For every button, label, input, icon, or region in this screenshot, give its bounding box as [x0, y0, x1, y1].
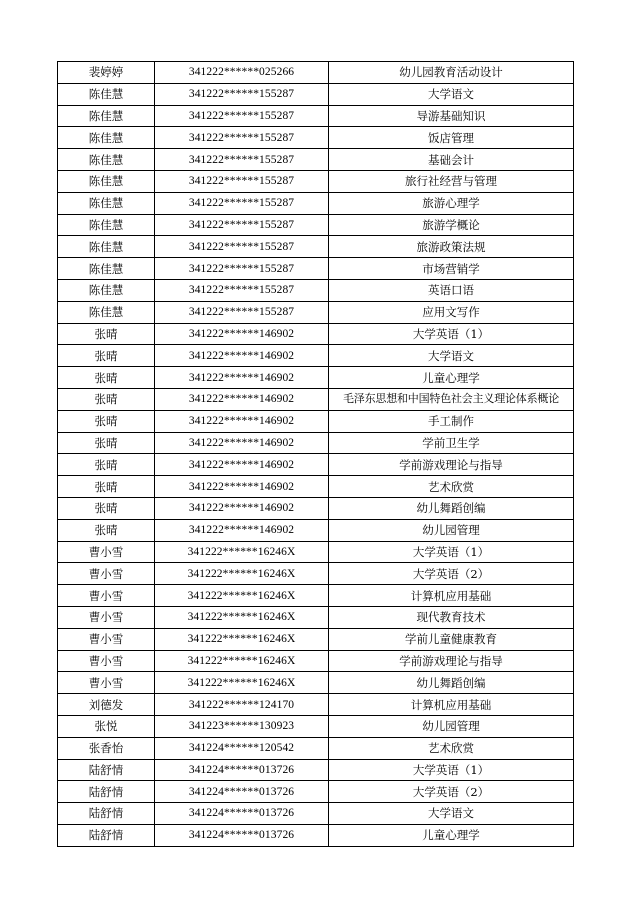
- student-name-cell: 陈佳慧: [58, 105, 155, 127]
- student-name-cell: 张晴: [58, 497, 155, 519]
- id-number-cell: 341224******013726: [155, 759, 329, 781]
- id-number-cell: 341222******155287: [155, 301, 329, 323]
- id-number-cell: 341222******025266: [155, 62, 329, 84]
- id-number-cell: 341223******130923: [155, 715, 329, 737]
- course-name-cell: 基础会计: [329, 149, 574, 171]
- course-name-cell: 旅游学概论: [329, 214, 574, 236]
- course-name-cell: 幼儿园管理: [329, 715, 574, 737]
- id-number-cell: 341224******013726: [155, 781, 329, 803]
- course-name-cell: 计算机应用基础: [329, 694, 574, 716]
- id-number-cell: 341222******146902: [155, 454, 329, 476]
- table-row: [58, 323, 574, 345]
- table-row: [58, 192, 574, 214]
- id-number-cell: 341222******155287: [155, 236, 329, 258]
- course-name-cell: 幼儿园教育活动设计: [329, 62, 574, 84]
- id-number-cell: 341224******013726: [155, 824, 329, 846]
- table-row: [58, 541, 574, 563]
- course-name-cell: 大学英语（1）: [329, 541, 574, 563]
- student-name-cell: 陈佳慧: [58, 170, 155, 192]
- id-number-cell: 341224******120542: [155, 737, 329, 759]
- course-name-cell: 幼儿园管理: [329, 519, 574, 541]
- id-number-cell: 341222******16246X: [155, 585, 329, 607]
- course-name-cell: 大学英语（2）: [329, 781, 574, 803]
- course-name-cell: 应用文写作: [329, 301, 574, 323]
- student-name-cell: 曹小雪: [58, 563, 155, 585]
- table-row: [58, 563, 574, 585]
- table-row: [58, 127, 574, 149]
- id-number-cell: 341222******155287: [155, 214, 329, 236]
- student-name-cell: 刘德发: [58, 694, 155, 716]
- course-name-cell: 大学英语（1）: [329, 323, 574, 345]
- table-row: [58, 301, 574, 323]
- id-number-cell: 341222******155287: [155, 83, 329, 105]
- course-name-cell: 英语口语: [329, 279, 574, 301]
- id-number-cell: 341222******146902: [155, 323, 329, 345]
- course-name-cell: 大学英语（1）: [329, 759, 574, 781]
- table-row: [58, 585, 574, 607]
- id-number-cell: 341222******155287: [155, 127, 329, 149]
- student-name-cell: 张晴: [58, 323, 155, 345]
- table-row: [58, 824, 574, 846]
- course-name-cell: 旅游政策法规: [329, 236, 574, 258]
- id-number-cell: 341222******155287: [155, 192, 329, 214]
- table-row: [58, 345, 574, 367]
- student-name-cell: 陈佳慧: [58, 258, 155, 280]
- id-number-cell: 341222******155287: [155, 105, 329, 127]
- roster-table: [57, 61, 574, 847]
- id-number-cell: 341224******013726: [155, 803, 329, 825]
- table-row: [58, 497, 574, 519]
- student-name-cell: 张晴: [58, 388, 155, 410]
- student-name-cell: 张悦: [58, 715, 155, 737]
- student-name-cell: 曹小雪: [58, 672, 155, 694]
- table-row: [58, 279, 574, 301]
- table-row: [58, 410, 574, 432]
- id-number-cell: 341222******155287: [155, 170, 329, 192]
- course-name-cell: 旅行社经营与管理: [329, 170, 574, 192]
- course-name-cell: 市场营销学: [329, 258, 574, 280]
- id-number-cell: 341222******155287: [155, 279, 329, 301]
- student-name-cell: 陈佳慧: [58, 214, 155, 236]
- student-name-cell: 张香怡: [58, 737, 155, 759]
- table-row: [58, 149, 574, 171]
- course-name-cell: 毛泽东思想和中国特色社会主义理论体系概论: [329, 388, 574, 410]
- table-row: [58, 367, 574, 389]
- student-name-cell: 陈佳慧: [58, 236, 155, 258]
- course-name-cell: 学前卫生学: [329, 432, 574, 454]
- course-name-cell: 大学语文: [329, 803, 574, 825]
- table-row: [58, 628, 574, 650]
- id-number-cell: 341222******16246X: [155, 606, 329, 628]
- table-row: [58, 214, 574, 236]
- id-number-cell: 341222******16246X: [155, 541, 329, 563]
- student-name-cell: 张晴: [58, 454, 155, 476]
- table-row: [58, 388, 574, 410]
- course-name-cell: 计算机应用基础: [329, 585, 574, 607]
- table-row: [58, 519, 574, 541]
- student-name-cell: 陈佳慧: [58, 127, 155, 149]
- student-name-cell: 陆舒情: [58, 803, 155, 825]
- student-name-cell: 曹小雪: [58, 541, 155, 563]
- course-name-cell: 大学英语（2）: [329, 563, 574, 585]
- course-name-cell: 旅游心理学: [329, 192, 574, 214]
- id-number-cell: 341222******146902: [155, 388, 329, 410]
- course-name-cell: 大学语文: [329, 345, 574, 367]
- id-number-cell: 341222******146902: [155, 345, 329, 367]
- student-name-cell: 张晴: [58, 476, 155, 498]
- course-name-cell: 儿童心理学: [329, 367, 574, 389]
- id-number-cell: 341222******146902: [155, 519, 329, 541]
- course-name-cell: 现代教育技术: [329, 606, 574, 628]
- id-number-cell: 341222******146902: [155, 432, 329, 454]
- course-name-cell: 学前游戏理论与指导: [329, 650, 574, 672]
- table-row: [58, 781, 574, 803]
- table-row: [58, 672, 574, 694]
- course-name-cell: 饭店管理: [329, 127, 574, 149]
- student-name-cell: 曹小雪: [58, 585, 155, 607]
- student-name-cell: 张晴: [58, 367, 155, 389]
- id-number-cell: 341222******146902: [155, 497, 329, 519]
- id-number-cell: 341222******146902: [155, 410, 329, 432]
- course-name-cell: 艺术欣赏: [329, 476, 574, 498]
- student-name-cell: 陆舒情: [58, 824, 155, 846]
- student-name-cell: 陈佳慧: [58, 149, 155, 171]
- table-row: [58, 258, 574, 280]
- table-row: [58, 62, 574, 84]
- table-row: [58, 236, 574, 258]
- student-name-cell: 曹小雪: [58, 606, 155, 628]
- table-row: [58, 715, 574, 737]
- roster-body: [58, 62, 574, 847]
- table-row: [58, 803, 574, 825]
- table-row: [58, 694, 574, 716]
- id-number-cell: 341222******146902: [155, 367, 329, 389]
- course-name-cell: 儿童心理学: [329, 824, 574, 846]
- student-name-cell: 陈佳慧: [58, 83, 155, 105]
- id-number-cell: 341222******155287: [155, 258, 329, 280]
- course-name-cell: 艺术欣赏: [329, 737, 574, 759]
- student-name-cell: 陆舒情: [58, 781, 155, 803]
- student-name-cell: 裴婷婷: [58, 62, 155, 84]
- course-name-cell: 幼儿舞蹈创编: [329, 672, 574, 694]
- id-number-cell: 341222******16246X: [155, 672, 329, 694]
- course-name-cell: 大学语文: [329, 83, 574, 105]
- student-name-cell: 张晴: [58, 519, 155, 541]
- table-row: [58, 476, 574, 498]
- id-number-cell: 341222******124170: [155, 694, 329, 716]
- id-number-cell: 341222******16246X: [155, 563, 329, 585]
- id-number-cell: 341222******16246X: [155, 650, 329, 672]
- student-name-cell: 陈佳慧: [58, 279, 155, 301]
- student-name-cell: 陈佳慧: [58, 192, 155, 214]
- table-row: [58, 759, 574, 781]
- student-name-cell: 张晴: [58, 410, 155, 432]
- table-row: [58, 105, 574, 127]
- id-number-cell: 341222******146902: [155, 476, 329, 498]
- table-row: [58, 737, 574, 759]
- table-row: [58, 454, 574, 476]
- student-name-cell: 张晴: [58, 432, 155, 454]
- course-name-cell: 幼儿舞蹈创编: [329, 497, 574, 519]
- id-number-cell: 341222******16246X: [155, 628, 329, 650]
- student-name-cell: 陈佳慧: [58, 301, 155, 323]
- student-name-cell: 陆舒情: [58, 759, 155, 781]
- course-name-cell: 手工制作: [329, 410, 574, 432]
- course-name-cell: 导游基础知识: [329, 105, 574, 127]
- id-number-cell: 341222******155287: [155, 149, 329, 171]
- table-row: [58, 83, 574, 105]
- table-row: [58, 432, 574, 454]
- table-row: [58, 606, 574, 628]
- student-name-cell: 张晴: [58, 345, 155, 367]
- course-name-cell: 学前儿童健康教育: [329, 628, 574, 650]
- table-row: [58, 650, 574, 672]
- course-name-cell: 学前游戏理论与指导: [329, 454, 574, 476]
- student-name-cell: 曹小雪: [58, 650, 155, 672]
- table-row: [58, 170, 574, 192]
- student-name-cell: 曹小雪: [58, 628, 155, 650]
